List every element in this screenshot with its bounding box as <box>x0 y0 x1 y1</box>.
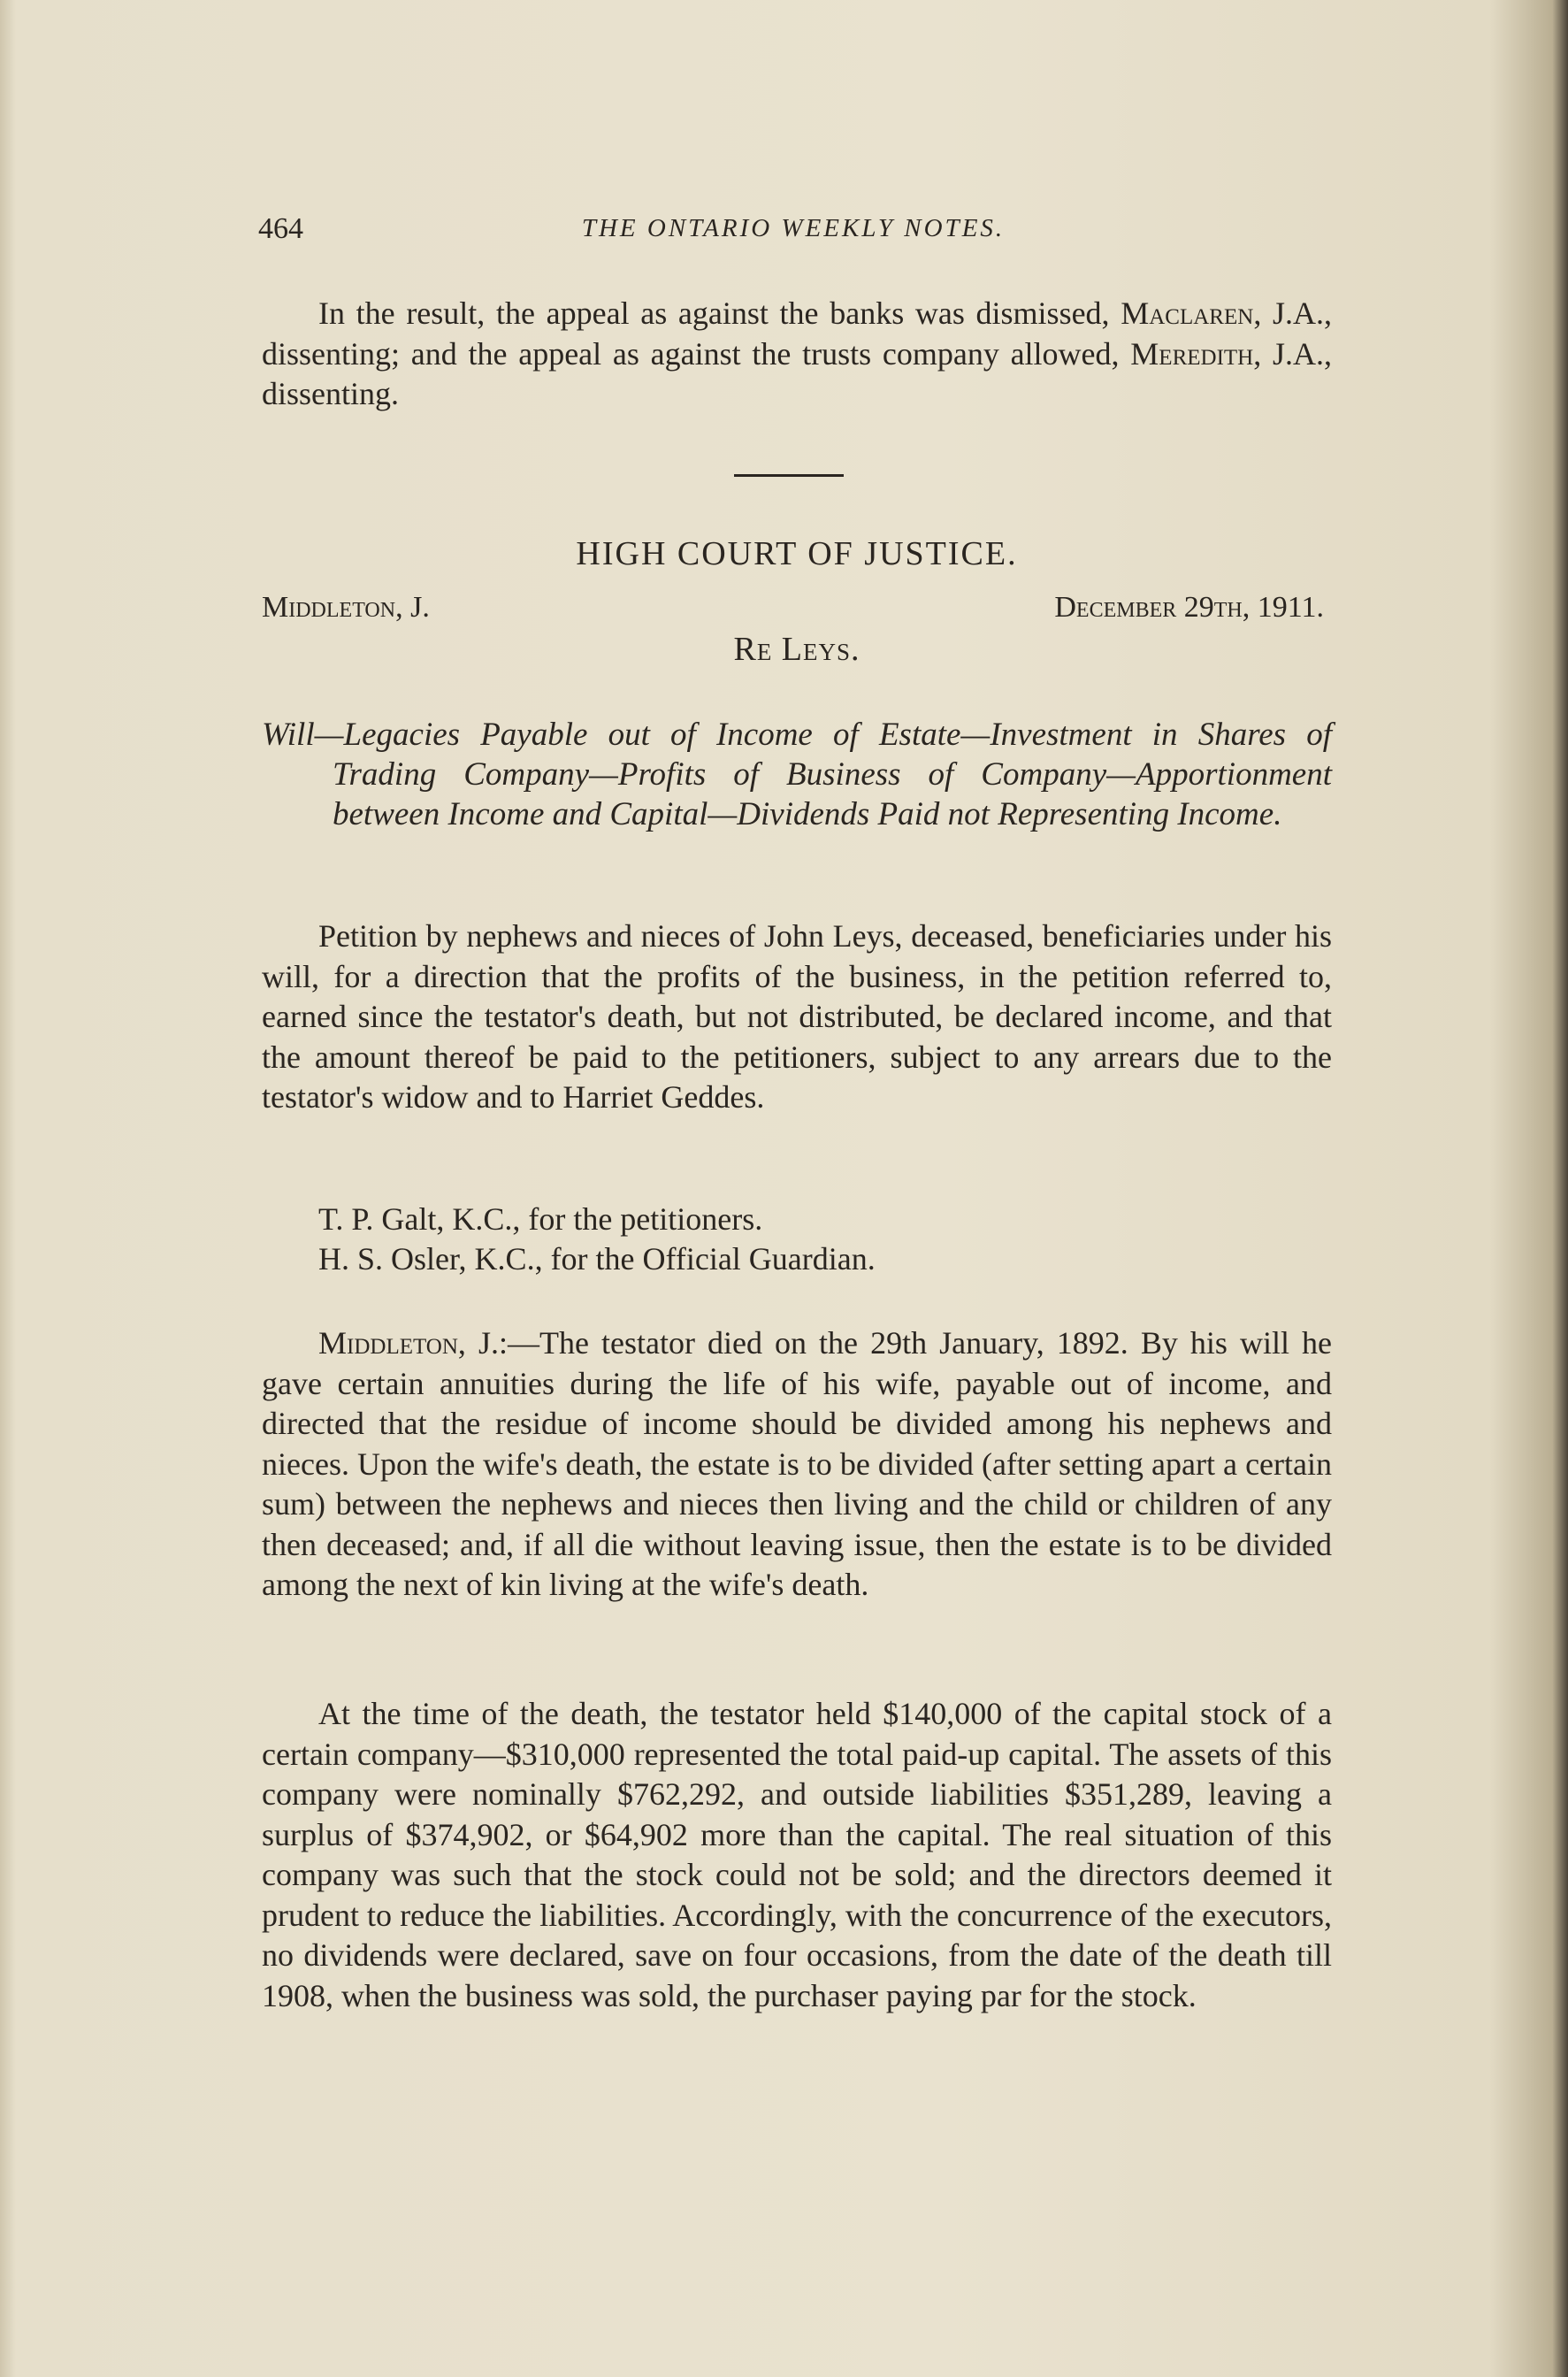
page-number: 464 <box>258 212 303 245</box>
judgment-paragraph-2: At the time of the death, the testator held $140,000 of the capital stock of a certain company—$310,000 represented the total paid-up capital. The assets of this company were nominally $762,292, and outside liabilities $351,289, leaving a surplus of $374,902, or $64,902 more than the capital. The real situation of this company was such that the stock could not be sold; and the directors deemed it prudent to reduce the liabilities. Accordingly, with the concurrence of the executors, no dividends were declared, save on four occasions, from the date of the death till 1908, when the business was sold, the purchaser paying par for the stock. <box>262 1696 1332 2013</box>
result-text-2: , J.A., dissenting; and the appeal as against the trusts company allowed, <box>262 295 1332 372</box>
judge-name: Middleton, J. <box>262 591 430 624</box>
petition-paragraph: Petition by nephews and nieces of John Leys, deceased, beneficiaries under his will, for a direction that the profits of the business, in the petition referred to, earned since the testator's death, but not distributed, be declared income, and that the amount thereof be paid to the petitioners, subject to any arrears due to the testator's widow and to Harriet Geddes. <box>262 918 1332 1115</box>
judgment-text-1: :—The testator died on the 29th January, 1892. By his will he gave certain annuities during the life of his wife, payable out of income, and directed that the residue of income should be divided among his nephews and nieces. Upon the wife's death, the estate is to be divided (after setting apart a certain sum) between the nephews and nieces then living and the child or children of any then deceased; and, if all die without leaving issue, then the estate is to be divided among the next of kin living at the wife's death. <box>262 1325 1332 1602</box>
judgment-judge-name: Middleton, J. <box>318 1325 499 1361</box>
result-text-3: , J.A., dissenting. <box>262 335 1332 411</box>
case-title: Re Leys. <box>733 631 860 668</box>
judgment-date: December 29th, 1911. <box>1054 591 1324 624</box>
counsel-line-petitioners: T. P. Galt, K.C., for the petitioners. <box>318 1201 763 1237</box>
court-heading: HIGH COURT OF JUSTICE. <box>576 535 1018 572</box>
judgment-paragraph-1 <box>262 1323 1332 1606</box>
judge-name-maclaren: Maclaren <box>1121 295 1254 331</box>
result-text-1: In the result, the appeal as against the banks was dismissed, <box>318 295 1121 331</box>
judge-name-meredith: Meredith <box>1130 335 1254 372</box>
section-divider <box>734 474 844 477</box>
journal-title: THE ONTARIO WEEKLY NOTES. <box>581 214 1006 242</box>
counsel-line-guardian: H. S. Osler, K.C., for the Official Guardian. <box>318 1241 876 1277</box>
result-paragraph <box>262 294 1332 415</box>
running-head <box>258 212 1328 257</box>
headnote: Will—Legacies Payable out of Income of Estate—Investment in Shares of Trading Company—Profits of Business of Company—Apportionment between Income and Capital—Dividends Paid not Representing Income. <box>262 717 1332 832</box>
